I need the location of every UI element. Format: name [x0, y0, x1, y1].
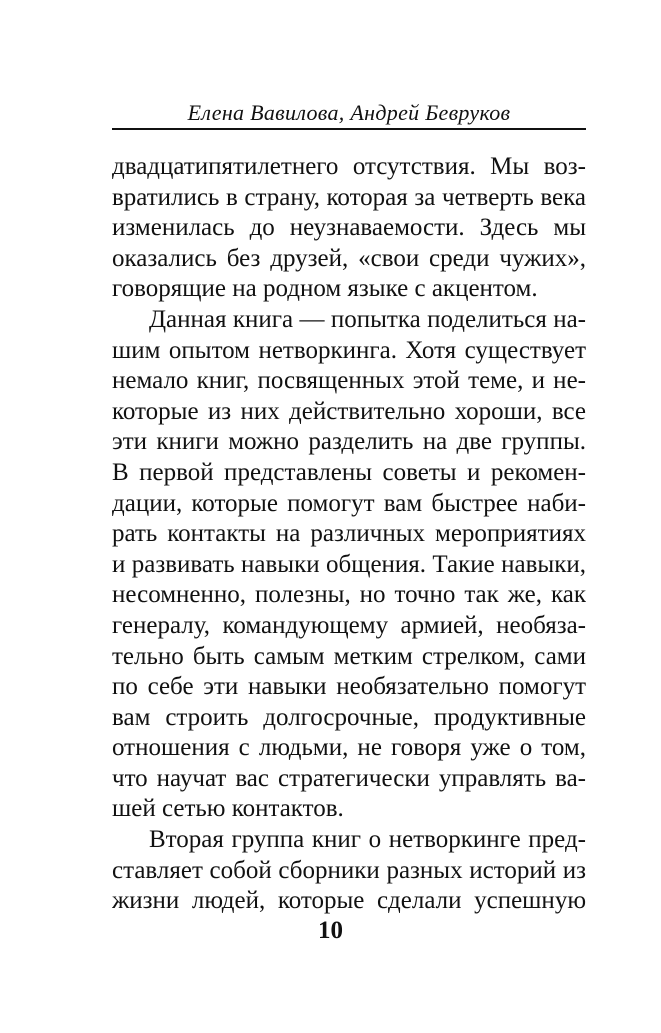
text-line: двадцатипятилетнего отсутствия. Мы воз- [112, 153, 586, 180]
paragraph-1 [112, 152, 586, 305]
text-line: Данная книга — попытка поделиться на- [149, 305, 586, 333]
text-line: генералу, командующему армией, необяза- [112, 611, 586, 639]
text-line: шей сетью контактов. [112, 795, 344, 823]
text-line: говорящие на родном языке с акцентом. [112, 275, 538, 303]
text-line: немало книг, посвященных этой теме, и не- [112, 367, 586, 395]
paragraph-2 [112, 305, 586, 825]
running-head: Елена Вавилова, Андрей Бевруков [187, 100, 511, 125]
text-line: вратились в страну, которая за четверть века [112, 183, 586, 211]
text-line: дации, которые помогут вам быстрее наби- [112, 489, 586, 517]
text-line: В первой представлены советы и рекомен- [112, 458, 586, 486]
text-line: и развивать навыки общения. Такие навыки, [112, 550, 586, 578]
text-line: ставляет собой сборники разных историй из [112, 856, 586, 884]
text-line: Вторая группа книг о нетворкинге пред- [149, 826, 586, 854]
text-line: отношения с людьми, не говоря уже о том, [112, 734, 586, 762]
text-line: несомненно, полезны, но точно так же, как [112, 581, 586, 609]
paragraph-3 [112, 825, 586, 917]
header-rule [112, 128, 586, 130]
text-line: жизни людей, которые сделали успешную [112, 887, 586, 915]
text-line: эти книги можно разделить на две группы. [112, 428, 586, 456]
text-line: рать контакты на различных мероприятиях [112, 520, 586, 548]
text-line: шим опытом нетворкинга. Хотя существует [112, 336, 586, 364]
text-line: по себе эти навыки необязательно помогут [112, 673, 586, 701]
text-line: тельно быть самым метким стрелком, сами [112, 642, 586, 670]
page-number: 10 [318, 917, 343, 944]
text-line: изменилась до неузнаваемости. Здесь мы [112, 214, 586, 242]
text-line: которые из них действительно хороши, все [112, 397, 586, 425]
text-line: что научат вас стратегически управлять ва- [112, 764, 586, 792]
body-text [112, 152, 586, 917]
text-line: вам строить долгосрочные, продуктивные [112, 703, 586, 731]
text-line: оказались без друзей, «свои среди чужих», [112, 244, 586, 272]
